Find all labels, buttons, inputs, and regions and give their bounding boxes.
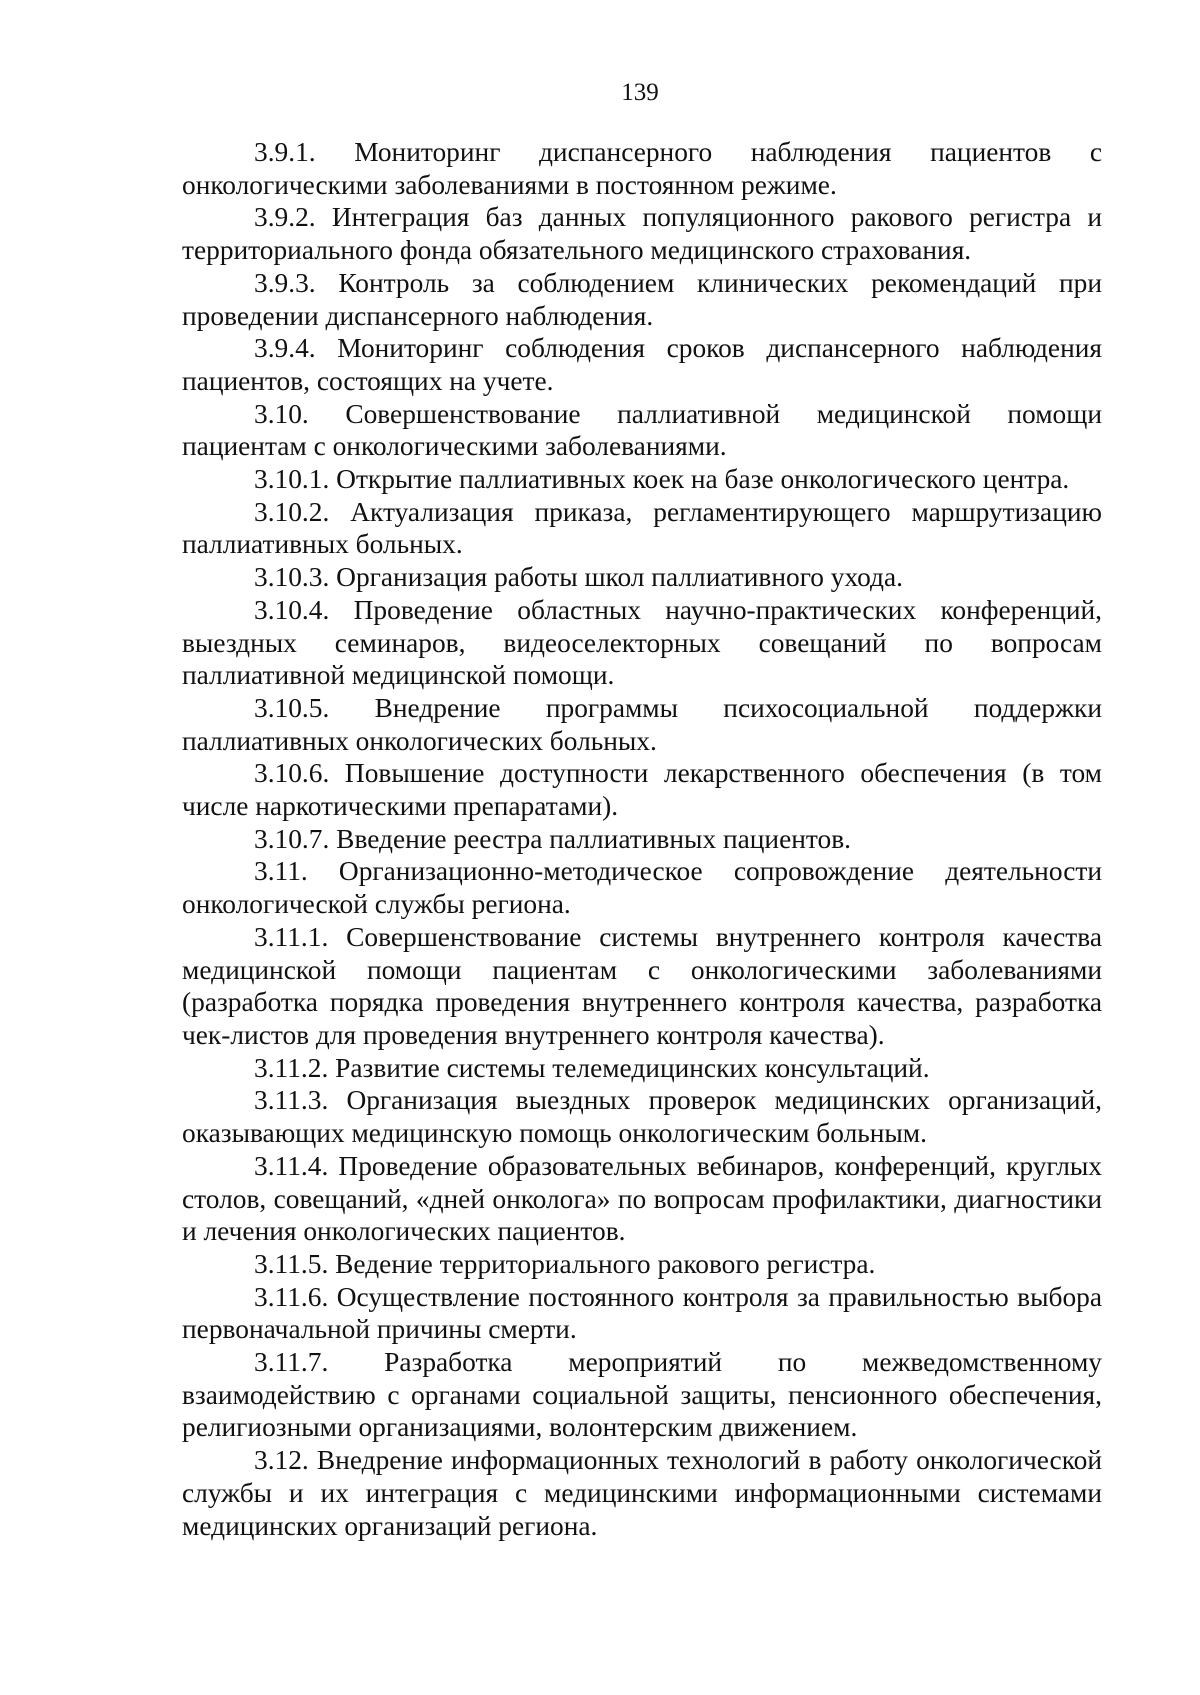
paragraph-3-10-1: 3.10.1. Открытие паллиативных коек на базе онкологического центра. — [254, 464, 1070, 495]
paragraph-3-10: 3.10. Совершенствование паллиативной медицинской помощи пациентам с онкологическими заболеваниями. — [182, 398, 1102, 462]
paragraph-3-10-7: 3.10.7. Введение реестра паллиативных пациентов. — [254, 823, 851, 854]
paragraph-3-9-4: 3.9.4. Мониторинг соблюдения сроков диспансерного наблюдения пациентов, состоящих на учете. — [182, 333, 1102, 396]
document-body — [182, 136, 1102, 1542]
paragraph-3-11: 3.11. Организационно-методическое сопровождение деятельности онкологической службы региона. — [182, 856, 1102, 920]
paragraph-3-11-2: 3.11.2. Развитие системы телемедицинских консультаций. — [254, 1052, 930, 1083]
paragraph-3-10-3: 3.10.3. Организация работы школ паллиативного ухода. — [254, 562, 904, 593]
paragraph-3-9-3: 3.9.3. Контроль за соблюдением клинических рекомендаций при проведении диспансерного наблюдения. — [182, 267, 1102, 331]
paragraph-3-12: 3.12. Внедрение информационных технологий в работу онкологической службы и их интеграция с медицинскими информационными системами медицинских организаций региона. — [182, 1445, 1102, 1541]
paragraph-3-9-1: 3.9.1. Мониторинг диспансерного наблюдения пациентов с онкологическими заболеваниями в постоянном режиме. — [182, 137, 1102, 200]
page-number: 139 — [621, 79, 659, 106]
paragraph-3-11-5: 3.11.5. Ведение территориального ракового регистра. — [254, 1248, 876, 1279]
paragraph-3-11-1: 3.11.1. Совершенствование системы внутреннего контроля качества медицинской помощи пациентам с онкологическими заболеваниями (разработка порядка проведения внутреннего контроля качества, разработка чек-листов для проведения внутреннего контроля качества). — [182, 921, 1102, 1050]
paragraph-3-11-7: 3.11.7. Разработка мероприятий по межведомственному взаимодействию с органами социальной защиты, пенсионного обеспечения, религиозными организациями, волонтерским движением. — [182, 1347, 1102, 1443]
paragraph-3-10-5: 3.10.5. Внедрение программы психосоциальной поддержки паллиативных онкологических больных. — [182, 692, 1102, 756]
paragraph-3-10-4: 3.10.4. Проведение областных научно-практических конференций, выездных семинаров, видеоселекторных совещаний по вопросам паллиативной медицинской помощи. — [182, 594, 1102, 691]
paragraph-3-10-6: 3.10.6. Повышение доступности лекарственного обеспечения (в том числе наркотическими препаратами). — [182, 758, 1102, 822]
paragraph-3-11-3: 3.11.3. Организация выездных проверок медицинских организаций, оказывающих медицинскую помощь онкологическим больным. — [182, 1085, 1102, 1149]
paragraph-3-9-2: 3.9.2. Интеграция баз данных популяционного ракового регистра и территориального фонда обязательного медицинского страхования. — [182, 202, 1102, 266]
paragraph-3-11-6: 3.11.6. Осуществление постоянного контроля за правильностью выбора первоначальной причины смерти. — [182, 1281, 1102, 1345]
paragraph-3-10-2: 3.10.2. Актуализация приказа, регламентирующего маршрутизацию паллиативных больных. — [182, 496, 1102, 560]
paragraph-3-11-4: 3.11.4. Проведение образовательных вебинаров, конференций, круглых столов, совещаний, «дней онколога» по вопросам профилактики, диагностики и лечения онкологических пациентов. — [182, 1150, 1102, 1247]
